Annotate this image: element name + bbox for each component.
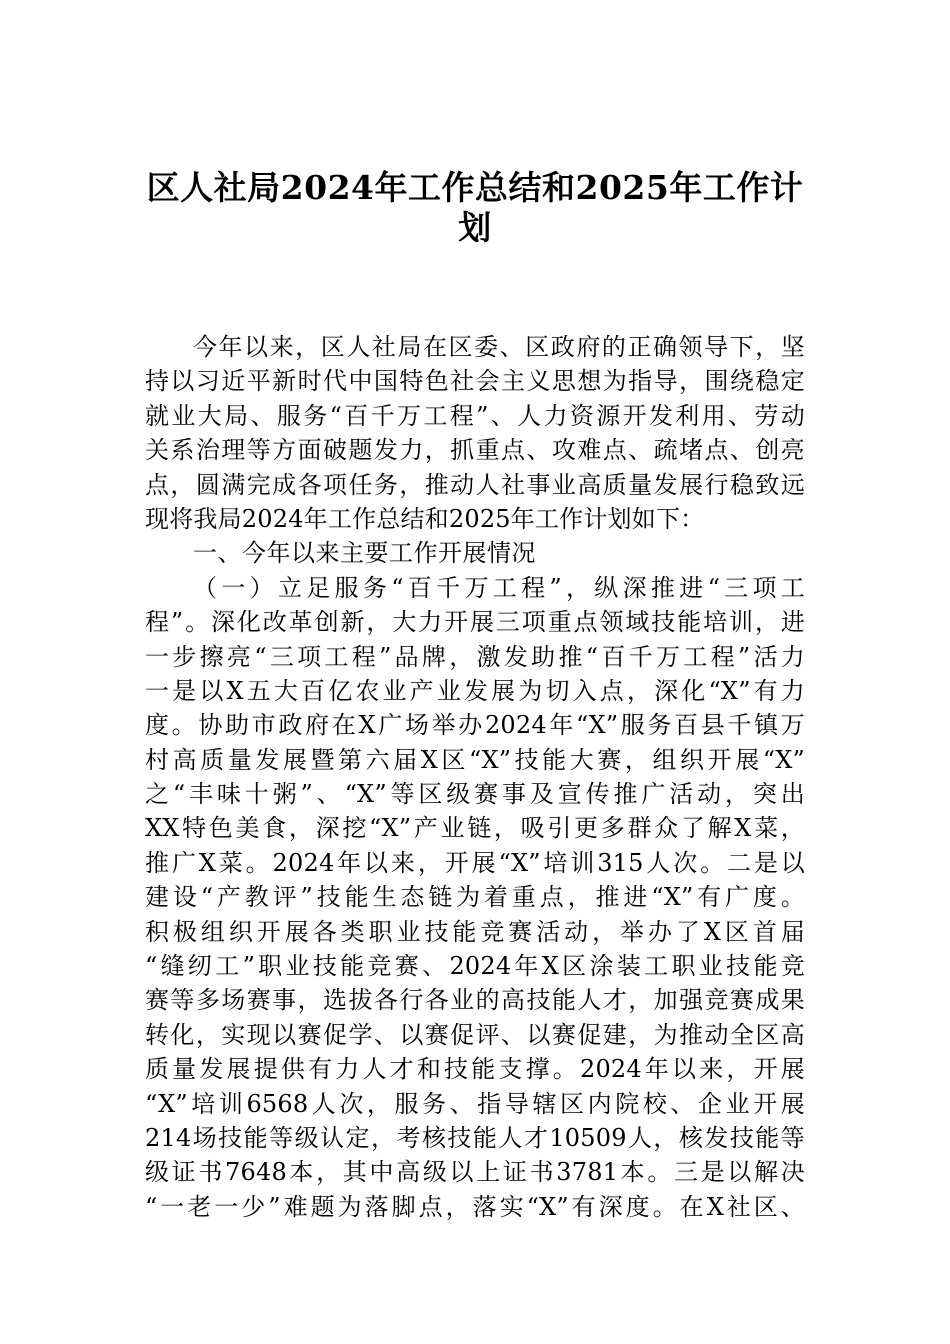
paragraph-line: 推广X菜。2024年以来，开展“X”培训315人次。二是以 [145, 848, 805, 877]
paragraph-line: “一老一少”难题为落脚点，落实“X”有深度。在X社区、 [145, 1192, 805, 1221]
paragraph-line: 程”。深化改革创新，大力开展三项重点领域技能培训，进 [145, 608, 805, 637]
paragraph-line: 级证书7648本，其中高级以上证书3781本。三是以解决 [145, 1158, 805, 1187]
paragraph-line: 214场技能等级认定，考核技能人才10509人，核发技能等 [145, 1123, 805, 1152]
paragraph-line: 积极组织开展各类职业技能竞赛活动，举办了X区首届 [145, 917, 805, 946]
document-body [145, 330, 805, 1224]
document-title-line-1: 区人社局2024年工作总结和2025年工作计 [146, 168, 804, 207]
paragraph-line: 村高质量发展暨第六届X区“X”技能大赛，组织开展“X” [145, 745, 805, 774]
paragraph-line: 一是以X五大百亿农业产业发展为切入点，深化“X”有力 [145, 676, 805, 705]
paragraph-line: 质量发展提供有力人才和技能支撑。2024年以来，开展 [145, 1055, 805, 1084]
paragraph-line: 度。协助市政府在X广场举办2024年“X”服务百县千镇万 [145, 711, 805, 740]
paragraph-line: 建设“产教评”技能生态链为着重点，推进“X”有广度。 [145, 883, 805, 912]
paragraph-line: “X”培训6568人次，服务、指导辖区内院校、企业开展 [145, 1089, 805, 1118]
section-heading: 一、今年以来主要工作开展情况 [193, 539, 536, 568]
paragraph-line: 关系治理等方面破题发力，抓重点、攻难点、疏堵点、创亮 [145, 436, 805, 465]
paragraph-line: （一）立足服务“百千万工程”，纵深推进“三项工 [193, 573, 805, 602]
paragraph-line: 今年以来，区人社局在区委、区政府的正确领导下，坚 [193, 333, 805, 361]
paragraph-line: “缝纫工”职业技能竞赛、2024年X区涂装工职业技能竞 [145, 952, 805, 981]
paragraph-line: 现将我局2024年工作总结和2025年工作计划如下： [145, 504, 705, 533]
paragraph-line: 点，圆满完成各项任务，推动人社事业高质量发展行稳致远 [145, 470, 805, 499]
paragraph-line: 之“丰味十粥”、“X”等区级赛事及宣传推广活动，突出 [145, 780, 805, 809]
paragraph-line: 就业大局、服务“百千万工程”、人力资源开发利用、劳动 [145, 401, 805, 430]
paragraph-line: 一步擦亮“三项工程”品牌，激发助推“百千万工程”活力 [145, 642, 805, 671]
paragraph-line: XX特色美食，深挖“X”产业链，吸引更多群众了解X菜， [145, 814, 805, 843]
paragraph-line: 赛等多场赛事，选拔各行各业的高技能人才，加强竞赛成果 [145, 986, 805, 1015]
paragraph-line: 持以习近平新时代中国特色社会主义思想为指导，围绕稳定 [145, 367, 805, 396]
paragraph-line: 转化，实现以赛促学、以赛促评、以赛促建，为推动全区高 [145, 1020, 805, 1049]
document-title-line-2: 划 [458, 208, 492, 247]
